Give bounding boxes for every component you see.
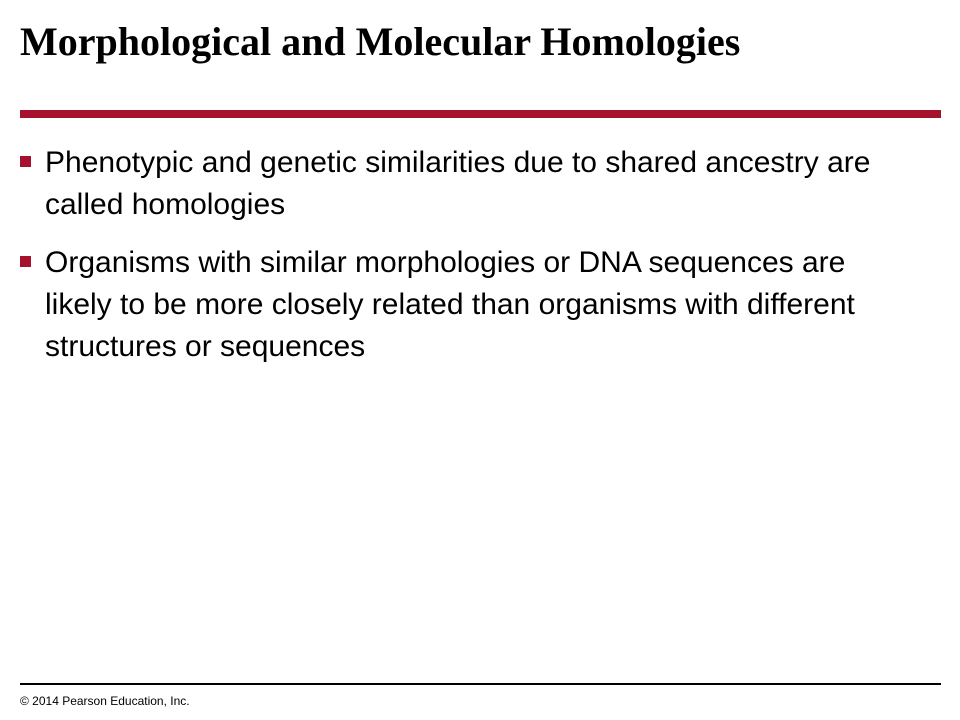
bullet-item (20, 242, 920, 368)
bullet-text: Organisms with similar morphologies or DNA sequences are likely to be more closely related than organisms with different structures or sequences (45, 246, 855, 363)
square-bullet-icon (20, 256, 31, 267)
bullet-item (20, 142, 920, 226)
slide-title: Morphological and Molecular Homologies (20, 19, 741, 64)
copyright-notice: © 2014 Pearson Education, Inc. (20, 694, 190, 708)
square-bullet-icon (20, 156, 31, 167)
footer-divider (20, 683, 941, 685)
bullet-text: Phenotypic and genetic similarities due to shared ancestry are called homologies (45, 146, 871, 221)
title-divider (20, 110, 941, 118)
bullet-list (20, 142, 920, 384)
